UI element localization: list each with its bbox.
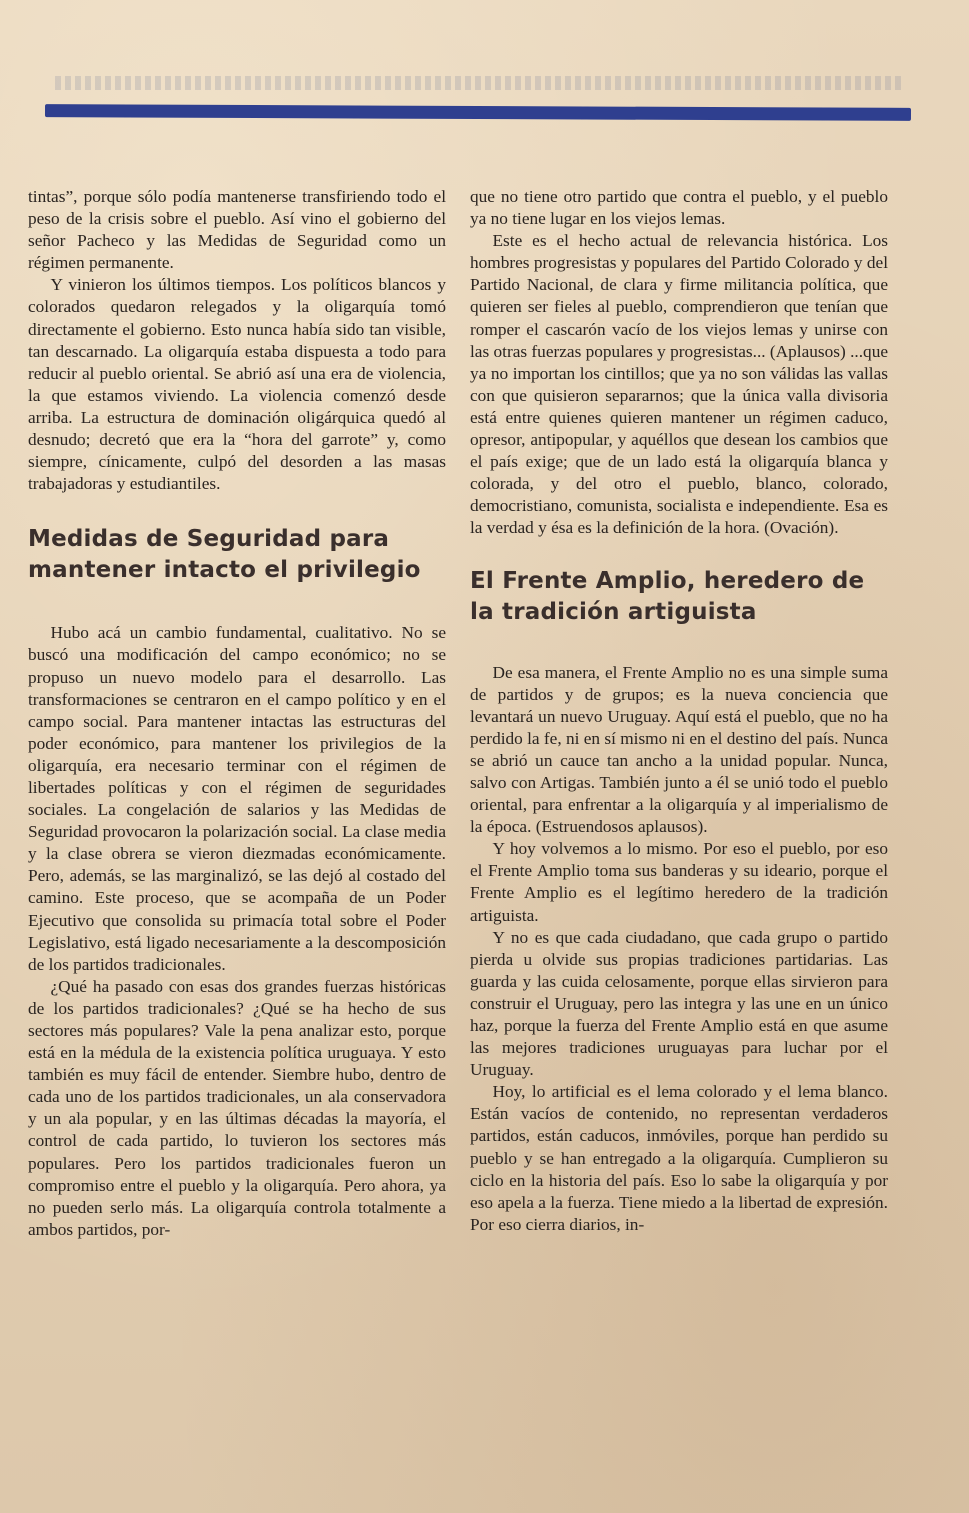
left-paragraph-2: Y vinieron los últimos tiempos. Los políticos blancos y colorados quedaron relegados y la oligarquía tomó directamente el gobierno. Esto nunca había sido tan visible, tan descarnado. La oligarquía estaba dispuesta a todo para reducir al pueblo oriental. Se abrió así una era de violencia, la que estamos viviendo. La violencia comenzó desde arriba. La estructura de dominación oligárquica quedó al desnudo; decretó que era la “hora del garrote” y, como siempre, cínicamente, culpó del desorden a las masas trabajadoras y estudiantiles. [28, 275, 446, 494]
right-paragraph-2: Este es el hecho actual de relevancia histórica. Los hombres progresistas y populares del Partido Colorado y del Partido Nacional, de clara y firme militancia política, que quieren ser fieles al pueblo, comprendieron que tenían que romper el cascarón vacío de los viejos lemas y unirse con las otras fuerzas populares y progresistas... (Aplausos) ...que ya no importan los cintillos; que ya no son válidas las vallas con que quisieron separarnos; que la única valla divisoria está entre quienes quieren mantener un régimen caduco, opresor, antipopular, y aquéllos que desean los cambios que el país exige; que de un lado está la oligarquía blanca y colorada, y del otro el pueblo, blanco, colorado, democristiano, comunista, socialista e independiente. Esa es la verdad y ésa es la definición de la hora. (Ovación). [470, 231, 888, 538]
section-heading-medidas: Medidas de Seguridad para mantener intacto el privilegio [28, 526, 421, 584]
right-paragraph-5: Y no es que cada ciudadano, que cada grupo o partido pierda u olvide sus propias tradiciones partidarias. Las guarda y las cuida celosamente, porque ellas sirvieron para construir el Uruguay, pero las integra y las une en un único haz, porque la fuerza del Frente Amplio está en que asume las mejores tradiciones uruguayas para luchar por el Uruguay. [470, 927, 888, 1080]
top-print-strip [55, 76, 905, 90]
section-heading-frente-amplio: El Frente Amplio, heredero de la tradición artiguista [470, 567, 865, 625]
right-paragraph-4: Y hoy volvemos a lo mismo. Por eso el pueblo, por eso el Frente Amplio toma sus banderas y su ideario, porque el Frente Amplio es el legítimo heredero de la tradición artiguista. [470, 839, 888, 925]
right-paragraph-1: que no tiene otro partido que contra el pueblo, y el pueblo ya no tiene lugar en los viejos lemas. [470, 187, 888, 229]
right-paragraph-6: Hoy, lo artificial es el lema colorado y el lema blanco. Están vacíos de contenido, no representan verdaderos partidos, están caducos, inmóviles, porque han perdido su pueblo y se han entregado a la oligarquía. Cumplieron su ciclo en la historia del país. Eso lo sabe la oligarquía y por eso apela a la fuerza. Tiene miedo a la libertad de expresión. Por eso cierra diarios, in- [470, 1082, 888, 1234]
left-paragraph-1: tintas”, porque sólo podía mantenerse transfiriendo todo el peso de la crisis sobre el pueblo. Así vino el gobierno del señor Pacheco y las Medidas de Seguridad como un régimen permanente. [28, 187, 446, 273]
left-column [28, 186, 446, 1241]
right-column [470, 186, 888, 1236]
right-paragraph-3: De esa manera, el Frente Amplio no es una simple suma de partidos y de grupos; es la nueva conciencia que levantará un nuevo Uruguay. Aquí está el pueblo, que no ha perdido la fe, ni en sí mismo ni en el destino del país. Nunca se abrió un cauce tan ancho a la unidad popular. Nunca, salvo con Artigas. También junto a él se unió todo el pueblo oriental, para enfrentar a la oligarquía y al imperialismo de la época. (Estruendosos aplausos). [470, 662, 889, 837]
blue-header-rule [45, 104, 911, 121]
left-paragraph-4: ¿Qué ha pasado con esas dos grandes fuerzas históricas de los partidos tradicionales? ¿Qué se ha hecho de sus sectores más populares? Vale la pena analizar esto, porque está en la médula de la existencia política uruguaya. Y esto también es muy fácil de entender. Siembre hubo, dentro de cada uno de los partidos tradicionales, un ala conservadora y un ala popular, y en las últimas décadas la mayoría, el control de cada partido, lo tuvieron los sectores más populares. Pero los partidos tradicionales fueron un compromiso entre el pueblo y la oligarquía. Pero ahora, ya no pueden serlo más. La oligarquía controla totalmente a ambos partidos, por- [28, 976, 446, 1239]
left-paragraph-3: Hubo acá un cambio fundamental, cualitativo. No se buscó una modificación del campo económico; no se propuso un nuevo modelo para el desarrollo. Las transformaciones se centraron en el campo político y en el campo social. Para mantener intactas las estructuras del poder económico, para mantener los privilegios de la oligarquía, era necesario terminar con el régimen de libertades políticas y con el régimen de seguridades sociales. La congelación de salarios y las Medidas de Seguridad provocaron la polarización social. La clase media y la clase obrera se vieron diezmadas económicamente. Pero, además, se las marginalizó, se las dejó al costado del camino. Este proceso, que se acompaña de un Poder Ejecutivo que consolida su primacía total sobre el Poder Legislativo, está ligado necesariamente a la descomposición de los partidos tradicionales. [28, 623, 446, 974]
